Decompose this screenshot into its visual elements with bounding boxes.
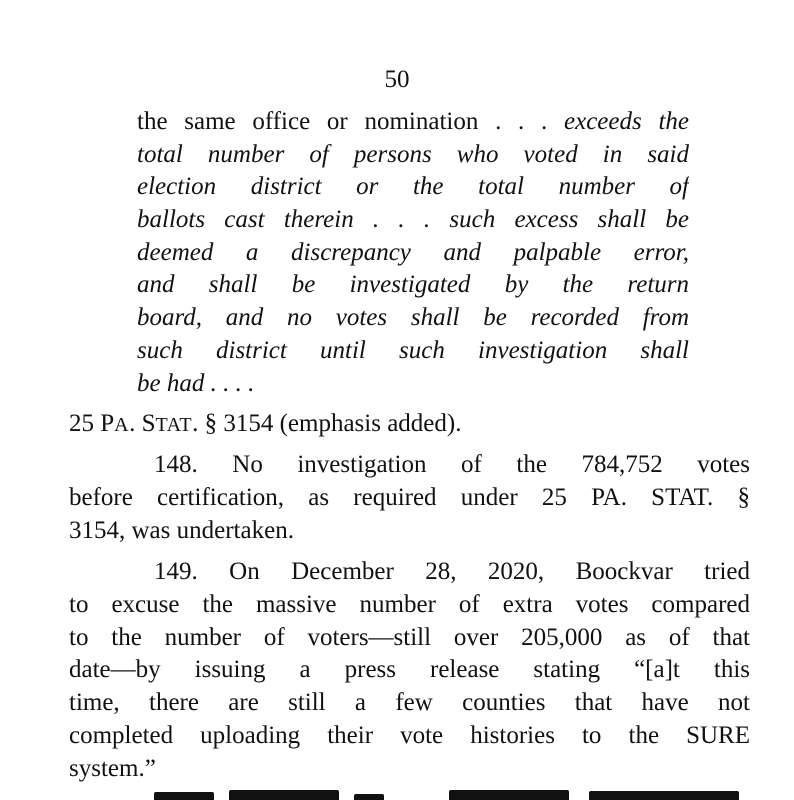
paragraph-148 [69, 449, 750, 547]
paragraph-line: to the number of voters—still over 205,000 as of that [69, 623, 750, 651]
paragraph-line: before certification, as required under 25 PA. STAT. § [69, 483, 750, 511]
quote-line: total number of persons who voted in said [137, 140, 689, 168]
quote-line: election district or the total number of [137, 173, 689, 201]
paragraph-149 [69, 556, 750, 786]
cut-off-text-line [69, 786, 750, 800]
paragraph-line: to excuse the massive number of extra votes compared [69, 590, 750, 618]
quote-line: ballots cast therein . . . such excess shall be [137, 206, 689, 234]
page-number: 50 [384, 66, 410, 93]
paragraph-line: 3154, was undertaken. [69, 516, 294, 544]
paragraph-line: time, there are still a few counties that have not [69, 689, 750, 717]
paragraph-line: 149. On December 28, 2020, Boockvar tried [154, 558, 750, 585]
quote-line: be had . . . . [137, 369, 255, 397]
quote-line: and shall be investigated by the return [137, 271, 689, 299]
paragraph-line: system.” [69, 754, 156, 782]
paragraph-line: 148. No investigation of the 784,752 votes [154, 451, 750, 478]
quote-line: such district until such investigation shall [137, 336, 689, 364]
paragraph-line: completed uploading their vote histories to the SURE [69, 721, 750, 749]
block-quote [137, 106, 689, 400]
paragraph-line: date—by issuing a press release stating “[a]t this [69, 656, 750, 684]
quote-line: board, and no votes shall be recorded from [137, 304, 689, 332]
citation: 25 PA. STAT. § 3154 (emphasis added). [69, 410, 462, 437]
quote-line: deemed a discrepancy and palpable error, [137, 238, 689, 266]
quote-line: the same office or nomination . . . exceeds the [137, 108, 689, 135]
